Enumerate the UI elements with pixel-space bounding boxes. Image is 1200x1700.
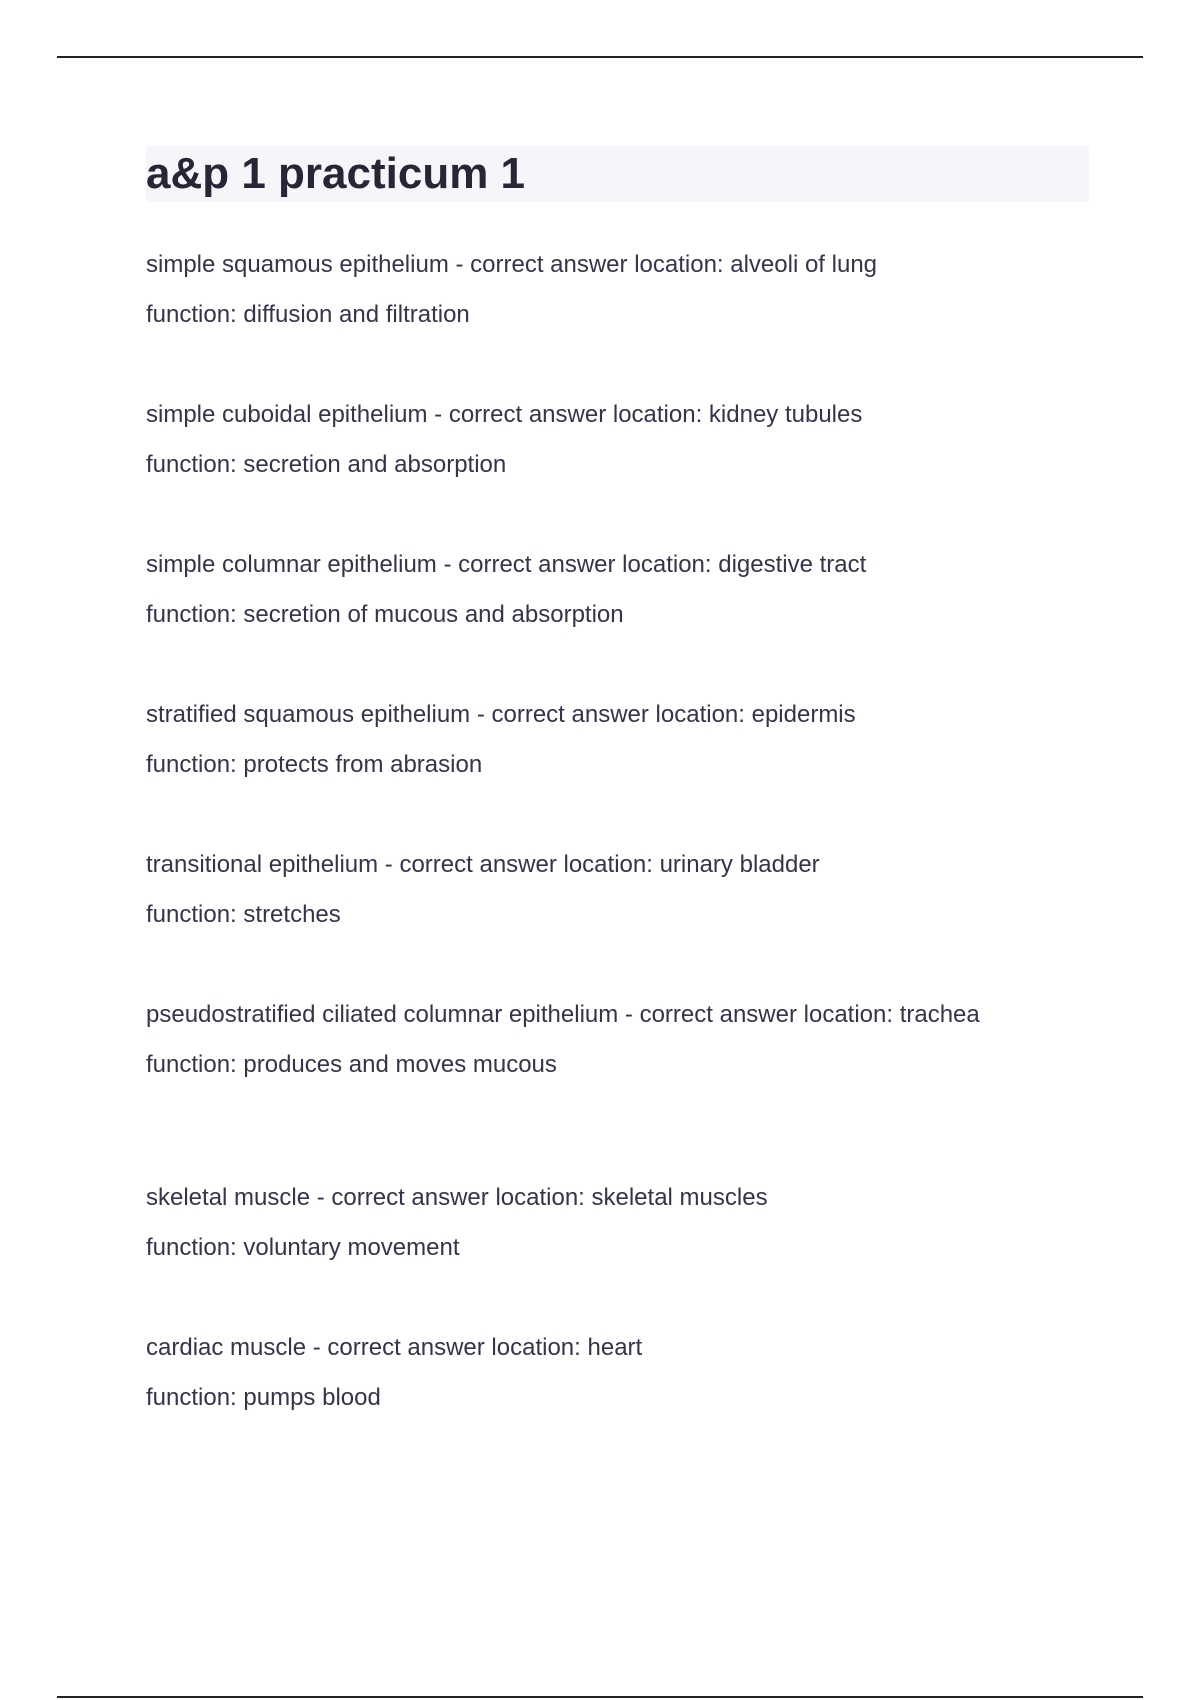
entry-simple-cuboidal xyxy=(146,398,1046,548)
page-title: a&p 1 practicum 1 xyxy=(146,149,526,198)
entry-function: function: pumps blood xyxy=(146,1384,381,1411)
entry-function: function: stretches xyxy=(146,901,341,928)
entry-term: simple cuboidal epithelium - correct answer location: kidney tubules xyxy=(146,401,863,428)
entry-term: cardiac muscle - correct answer location: heart xyxy=(146,1334,643,1361)
entry-pseudostratified xyxy=(146,998,1046,1181)
entry-function: function: diffusion and filtration xyxy=(146,301,470,328)
top-divider xyxy=(57,56,1143,58)
entry-term: stratified squamous epithelium - correct answer location: epidermis xyxy=(146,701,856,728)
entry-function: function: secretion of mucous and absorption xyxy=(146,601,624,628)
entry-function: function: produces and moves mucous xyxy=(146,1051,557,1078)
entry-term: skeletal muscle - correct answer location: skeletal muscles xyxy=(146,1184,768,1211)
entry-term: simple squamous epithelium - correct answer location: alveoli of lung xyxy=(146,251,878,278)
entry-transitional xyxy=(146,848,1046,998)
entry-term: transitional epithelium - correct answer location: urinary bladder xyxy=(146,851,820,878)
entry-function: function: protects from abrasion xyxy=(146,751,483,778)
entry-list xyxy=(146,248,1046,1481)
entry-term: pseudostratified ciliated columnar epithelium - correct answer location: trachea xyxy=(146,1001,980,1028)
entry-function: function: voluntary movement xyxy=(146,1234,460,1261)
entry-cardiac-muscle xyxy=(146,1331,1046,1481)
entry-simple-columnar xyxy=(146,548,1046,698)
bottom-divider xyxy=(57,1696,1143,1698)
entry-term: simple columnar epithelium - correct answer location: digestive tract xyxy=(146,551,867,578)
entry-skeletal-muscle xyxy=(146,1181,1046,1331)
entry-stratified-squamous xyxy=(146,698,1046,848)
entry-function: function: secretion and absorption xyxy=(146,451,507,478)
entry-simple-squamous xyxy=(146,248,1046,398)
